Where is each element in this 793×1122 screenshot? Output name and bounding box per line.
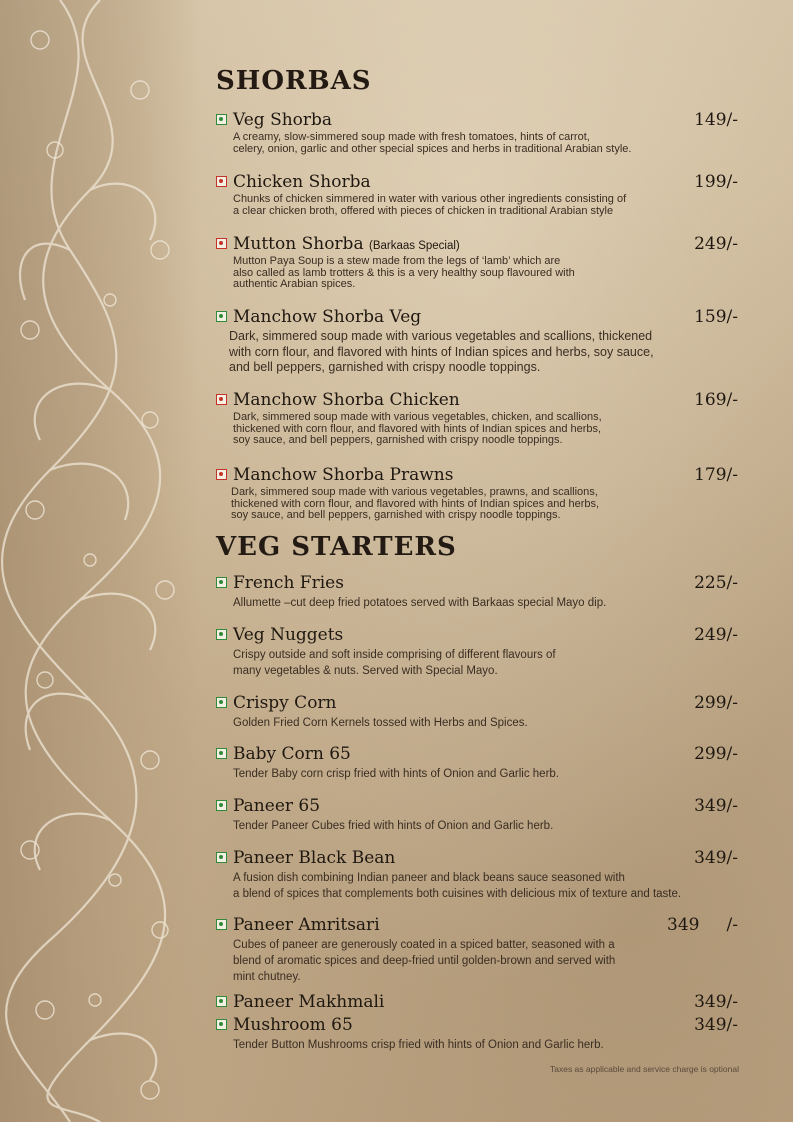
item-note: (Barkaas Special) [369, 240, 460, 252]
floral-vine-icon [0, 0, 200, 1122]
item-name: Manchow Shorba Chicken [233, 390, 460, 410]
item-price: 179/- [694, 465, 738, 485]
veg-icon [216, 996, 227, 1007]
veg-icon [216, 748, 227, 759]
section-title-veg-starters: VEG STARTERS [216, 532, 457, 562]
item-name-text: Mutton Shorba [233, 234, 364, 254]
item-price: 249/- [694, 625, 738, 645]
menu-item-manchow-shorba-veg [216, 307, 738, 376]
menu-item-veg-shorba [216, 110, 738, 155]
veg-icon [216, 852, 227, 863]
non-veg-icon [216, 394, 227, 405]
item-name: Paneer 65 [233, 796, 321, 816]
item-description: Cubes of paneer are generously coated in a spiced batter, seasoned with a blend of aromatic spices and deep-fried until golden-brown and served with mint chutney. [233, 939, 616, 983]
item-name: Baby Corn 65 [233, 744, 351, 764]
item-name: Paneer Black Bean [233, 848, 396, 868]
non-veg-icon [216, 469, 227, 480]
item-name: Veg Nuggets [233, 625, 344, 645]
item-price: 349 /- [667, 915, 738, 935]
item-description: Dark, simmered soup made with various vegetables, chicken, and scallions, thickened with corn flour, and flavored with hints of Indian spices and herbs, soy sauce, and bell peppers, garnished with crispy noodle toppings. [233, 411, 602, 446]
item-price: 199/- [694, 172, 738, 192]
item-name: Paneer Makhmali [233, 992, 385, 1012]
menu-item-paneer-makhmali [216, 992, 738, 1014]
item-description: Dark, simmered soup made with various vegetables, prawns, and scallions, thickened with corn flour, and flavored with hints of Indian spices and herbs, soy sauce, and bell peppers, garnished with crispy noodle toppings. [231, 486, 600, 521]
item-price: 249/- [694, 234, 738, 254]
non-veg-icon [216, 176, 227, 187]
item-description: Crispy outside and soft inside comprising of different flavours of many vegetables & nuts. Served with Special Mayo. [233, 649, 556, 677]
menu-item-paneer-65 [216, 796, 738, 834]
item-name: Chicken Shorba [233, 172, 371, 192]
item-name [233, 234, 460, 254]
non-veg-icon [216, 238, 227, 249]
item-price: 299/- [694, 693, 738, 713]
item-price: 225/- [694, 573, 738, 593]
veg-icon [216, 800, 227, 811]
item-description: Chunks of chicken simmered in water with various other ingredients consisting of a clear chicken broth, offered with pieces of chicken in traditional Arabian style [233, 193, 627, 217]
item-price: 169/- [694, 390, 738, 410]
item-description: Dark, simmered soup made with various vegetables and scallions, thickened with corn flour, and flavored with hints of Indian spices and herbs, soy sauce, and bell peppers, garnished with crispy noodle toppings. [229, 329, 654, 374]
item-description: Mutton Paya Soup is a stew made from the legs of ‘lamb’ which are also called as lamb trotters & this is a very healthy soup flavoured with authentic Arabian spices. [233, 255, 575, 290]
item-price: 349/- [694, 1015, 738, 1035]
section-title-shorbas: SHORBAS [216, 66, 372, 96]
item-description: Allumette –cut deep fried potatoes served with Barkaas special Mayo dip. [233, 597, 607, 609]
veg-icon [216, 697, 227, 708]
veg-icon [216, 311, 227, 322]
menu-item-baby-corn-65 [216, 744, 738, 782]
item-name: Crispy Corn [233, 693, 337, 713]
item-name: Manchow Shorba Prawns [233, 465, 454, 485]
item-name: Mushroom 65 [233, 1015, 353, 1035]
item-name: Manchow Shorba Veg [233, 307, 422, 327]
item-price: 299/- [694, 744, 738, 764]
menu-item-manchow-shorba-chicken [216, 390, 738, 447]
item-description: Tender Paneer Cubes fried with hints of Onion and Garlic herb. [233, 820, 554, 832]
tax-note: Taxes as applicable and service charge is optional [549, 1064, 739, 1074]
item-description: Tender Button Mushrooms crisp fried with hints of Onion and Garlic herb. [233, 1039, 604, 1051]
item-name: Veg Shorba [233, 110, 333, 130]
item-price: 349/- [694, 992, 738, 1012]
item-price: 159/- [694, 307, 738, 327]
item-name: Paneer Amritsari [233, 915, 380, 935]
item-price: 149/- [694, 110, 738, 130]
veg-icon [216, 1019, 227, 1030]
menu-item-mutton-shorba [216, 234, 738, 291]
menu-item-paneer-black-bean [216, 848, 738, 902]
menu-item-mushroom-65 [216, 1015, 738, 1053]
item-description: A creamy, slow-simmered soup made with fresh tomatoes, hints of carrot, celery, onion, garlic and other special spices and herbs in traditional Arabian style. [233, 131, 632, 155]
floral-border [0, 0, 200, 1122]
menu-item-manchow-shorba-prawns [216, 465, 738, 522]
menu-item-veg-nuggets [216, 625, 738, 679]
veg-icon [216, 919, 227, 930]
item-price: 349/- [694, 848, 738, 868]
item-description: Golden Fried Corn Kernels tossed with Herbs and Spices. [233, 717, 528, 729]
item-description: A fusion dish combining Indian paneer and black beans sauce seasoned with a blend of spices that complements both cuisines with delicious mix of texture and taste. [233, 872, 682, 900]
menu-item-chicken-shorba [216, 172, 738, 217]
veg-icon [216, 114, 227, 125]
menu-item-crispy-corn [216, 693, 738, 731]
item-description: Tender Baby corn crisp fried with hints of Onion and Garlic herb. [233, 768, 559, 780]
item-price: 349/- [694, 796, 738, 816]
menu-item-french-fries [216, 573, 738, 611]
menu-item-paneer-amritsari [216, 915, 738, 985]
item-name: French Fries [233, 573, 344, 593]
veg-icon [216, 629, 227, 640]
veg-icon [216, 577, 227, 588]
